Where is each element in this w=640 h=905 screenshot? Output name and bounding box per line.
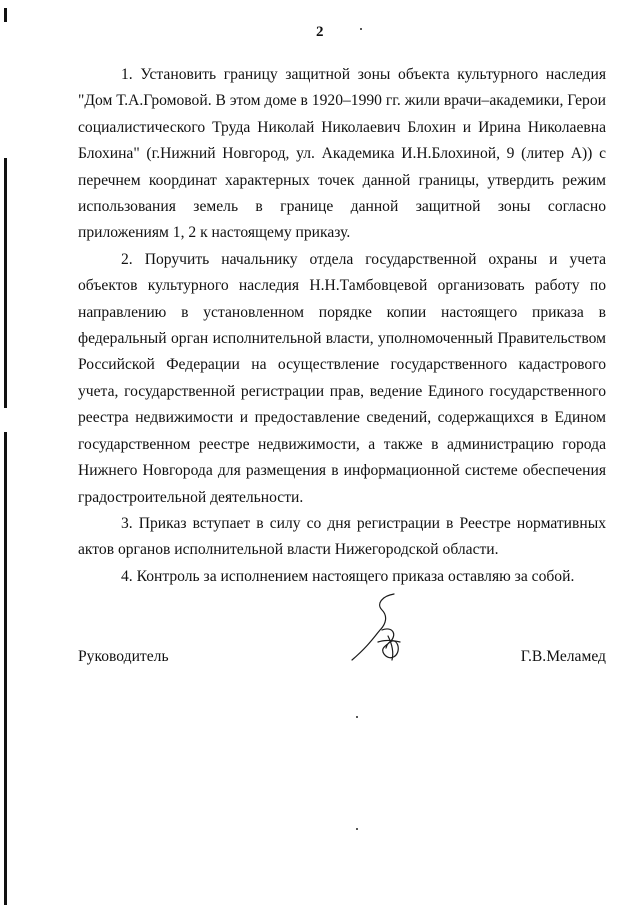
paragraph-3: 3. Приказ вступает в силу со дня регистрации в Реестре нормативных актов органов исполнительной власти Нижегородской области. [78,514,606,559]
signature-block [78,648,606,674]
page-number: 2 [316,24,324,40]
signer-name: Г.В.Меламед [520,648,606,665]
scan-speck [356,828,358,830]
document-body [78,62,606,590]
scan-margin-mark [4,8,7,22]
signer-position: Руководитель [78,648,169,665]
scan-speck [356,716,358,718]
scan-margin-mark [4,432,7,905]
paragraph-1: 1. Установить границу защитной зоны объекта культурного наследия "Дом Т.А.Громовой. В этом доме в 1920–1990 гг. жили врачи–академики, Герои социалистического Труда Николай Николаевич Блохин и Ирина Николаевна Блохина" (г.Нижний Новгород, ул. Академика И.Н.Блохиной, 9 (литер А)) с перечнем координат характерных точек данной границы, утвердить режим использования земель в границе данной защитной зоны согласно приложениям 1, 2 к настоящему приказу. [78,66,606,242]
scan-speck [360,28,362,30]
paragraph-2: 2. Поручить начальнику отдела государственной охраны и учета объектов культурного наследия Н.Н.Тамбовцевой организовать работу по направлению в установленном порядке копии настоящего приказа в федеральный орган исполнительной власти, уполномоченный Правительством Российской Федерации на осуществление государственного кадастрового учета, государственной регистрации прав, ведение Единого государственного реестра недвижимости и предоставление сведений, содержащихся в Едином государственном реестре недвижимости, а также в администрацию города Нижнего Новгорода для размещения в информационной системе обеспечения градостроительной деятельности. [78,250,606,506]
scan-margin-mark [4,158,7,408]
paragraph-4: 4. Контроль за исполнением настоящего приказа оставляю за собой. [121,567,575,585]
